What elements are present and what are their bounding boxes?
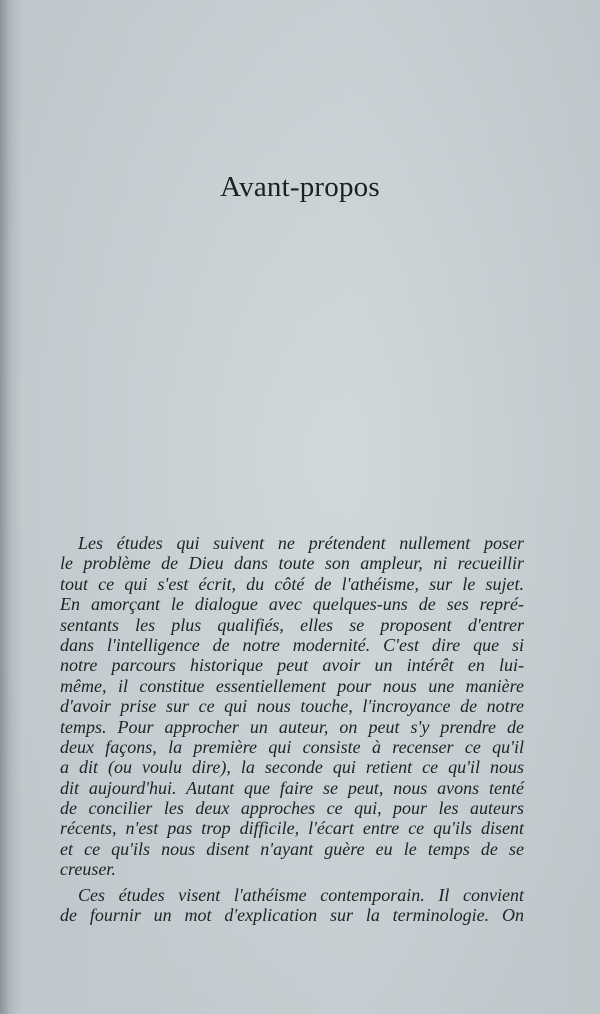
text-line: Ces études visent l'athéisme contemporain. Il convient (78, 885, 524, 905)
text-line: de fournir un mot d'explication sur la terminologie. On (60, 905, 524, 926)
paragraph-1 (60, 533, 524, 880)
paragraph-2 (60, 885, 524, 926)
text-line: de concilier les deux approches ce qui, pour les auteurs (60, 798, 524, 819)
text-line: notre parcours historique peut avoir un intérêt en lui- (60, 655, 524, 676)
text-line: dit aujourd'hui. Autant que faire se peut, nous avons tenté (60, 777, 524, 798)
text-line: deux façons, la première qui consiste à recenser ce qu'il (60, 736, 524, 757)
text-line: dans l'intelligence de notre modernité. C'est dire que si (60, 634, 524, 655)
text-line: le problème de Dieu dans toute son ampleur, ni recueillir (60, 553, 524, 574)
text-line: temps. Pour approcher un auteur, on peut s'y prendre de (60, 716, 524, 737)
text-line: même, il constitue essentiellement pour nous une manière (60, 675, 524, 696)
text-line: Les études qui suivent ne prétendent nullement poser (78, 533, 524, 553)
text-line: récents, n'est pas trop difficile, l'écart entre ce qu'ils disent (60, 818, 524, 839)
text-line: En amorçant le dialogue avec quelques-uns de ses repré- (60, 594, 524, 615)
text-line: tout ce qui s'est écrit, du côté de l'athéisme, sur le sujet. (60, 573, 524, 594)
text-line: et ce qu'ils nous disent n'ayant guère eu le temps de se (60, 838, 524, 859)
text-line: creuser. (60, 859, 116, 880)
text-line: sentants les plus qualifiés, elles se proposent d'entrer (60, 614, 524, 635)
text-line: a dit (ou voulu dire), la seconde qui retient ce qu'il nous (60, 757, 524, 778)
text-line: d'avoir prise sur ce qui nous touche, l'incroyance de notre (60, 696, 524, 717)
chapter-title: Avant-propos (220, 171, 380, 203)
